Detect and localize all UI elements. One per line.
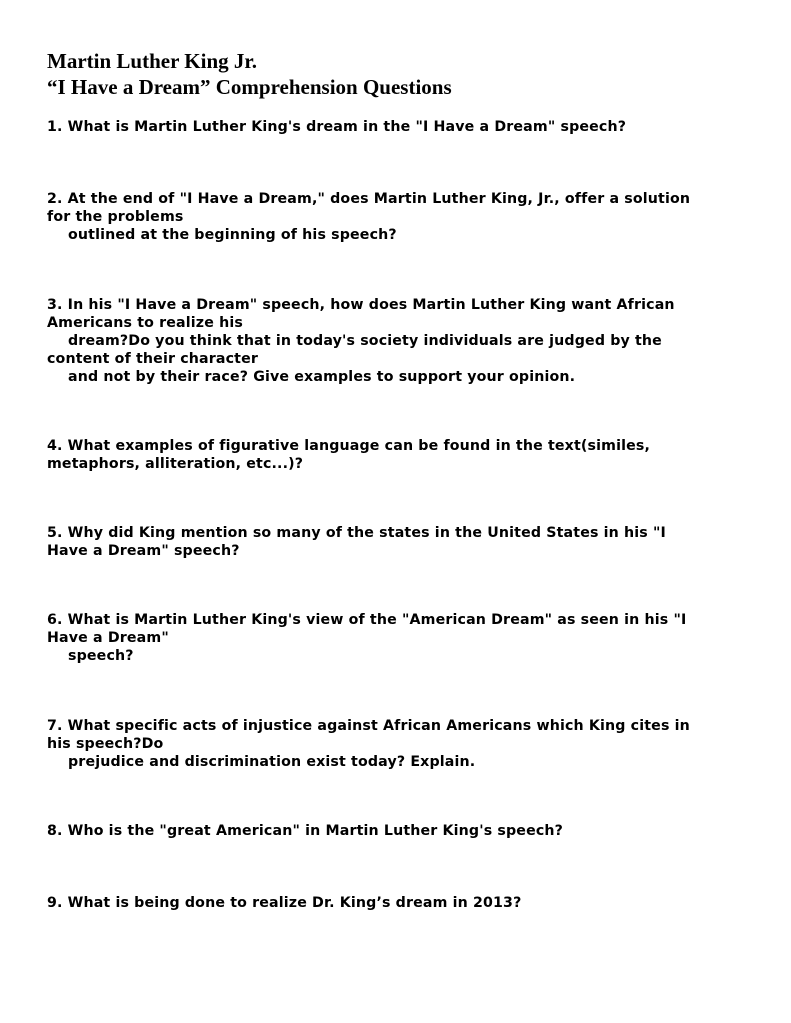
question-5 xyxy=(47,524,747,560)
question-6-line-2: Have a Dream" xyxy=(47,630,169,646)
question-7-line-1: 7. What specific acts of injustice against African Americans which King cites in xyxy=(47,718,690,734)
question-9-line-1: 9. What is being done to realize Dr. King’s dream in 2013? xyxy=(47,895,522,911)
question-1-line-1: 1. What is Martin Luther King's dream in the "I Have a Dream" speech? xyxy=(47,119,627,135)
question-3-line-3: dream?Do you think that in today's society individuals are judged by the xyxy=(68,333,662,349)
question-3-line-5: and not by their race? Give examples to support your opinion. xyxy=(68,369,576,385)
document-title: Martin Luther King Jr. xyxy=(47,49,258,73)
question-3-line-2: Americans to realize his xyxy=(47,315,243,331)
question-3-line-1: 3. In his "I Have a Dream" speech, how does Martin Luther King want African xyxy=(47,297,675,313)
question-4-line-2: metaphors, alliteration, etc...)? xyxy=(47,456,304,472)
question-8-line-1: 8. Who is the "great American" in Martin Luther King's speech? xyxy=(47,823,564,839)
question-2-line-3: outlined at the beginning of his speech? xyxy=(68,227,397,243)
question-1 xyxy=(47,118,747,136)
question-6 xyxy=(47,611,747,665)
question-6-line-3: speech? xyxy=(68,648,134,664)
question-2 xyxy=(47,190,747,244)
question-5-line-2: Have a Dream" speech? xyxy=(47,543,240,559)
question-3 xyxy=(47,296,747,386)
question-3-line-4: content of their character xyxy=(47,351,259,367)
question-7-line-3: prejudice and discrimination exist today? Explain. xyxy=(68,754,476,770)
question-9 xyxy=(47,894,747,912)
question-2-line-1: 2. At the end of "I Have a Dream," does Martin Luther King, Jr., offer a solution xyxy=(47,191,691,207)
question-7 xyxy=(47,717,747,771)
question-5-line-1: 5. Why did King mention so many of the states in the United States in his "I xyxy=(47,525,666,541)
question-4 xyxy=(47,437,747,473)
question-7-line-2: his speech?Do xyxy=(47,736,164,752)
question-2-line-2: for the problems xyxy=(47,209,184,225)
question-4-line-1: 4. What examples of figurative language can be found in the text(similes, xyxy=(47,438,651,454)
question-8 xyxy=(47,822,747,840)
question-6-line-1: 6. What is Martin Luther King's view of the "American Dream" as seen in his "I xyxy=(47,612,687,628)
document-subtitle: “I Have a Dream” Comprehension Questions xyxy=(47,75,452,99)
